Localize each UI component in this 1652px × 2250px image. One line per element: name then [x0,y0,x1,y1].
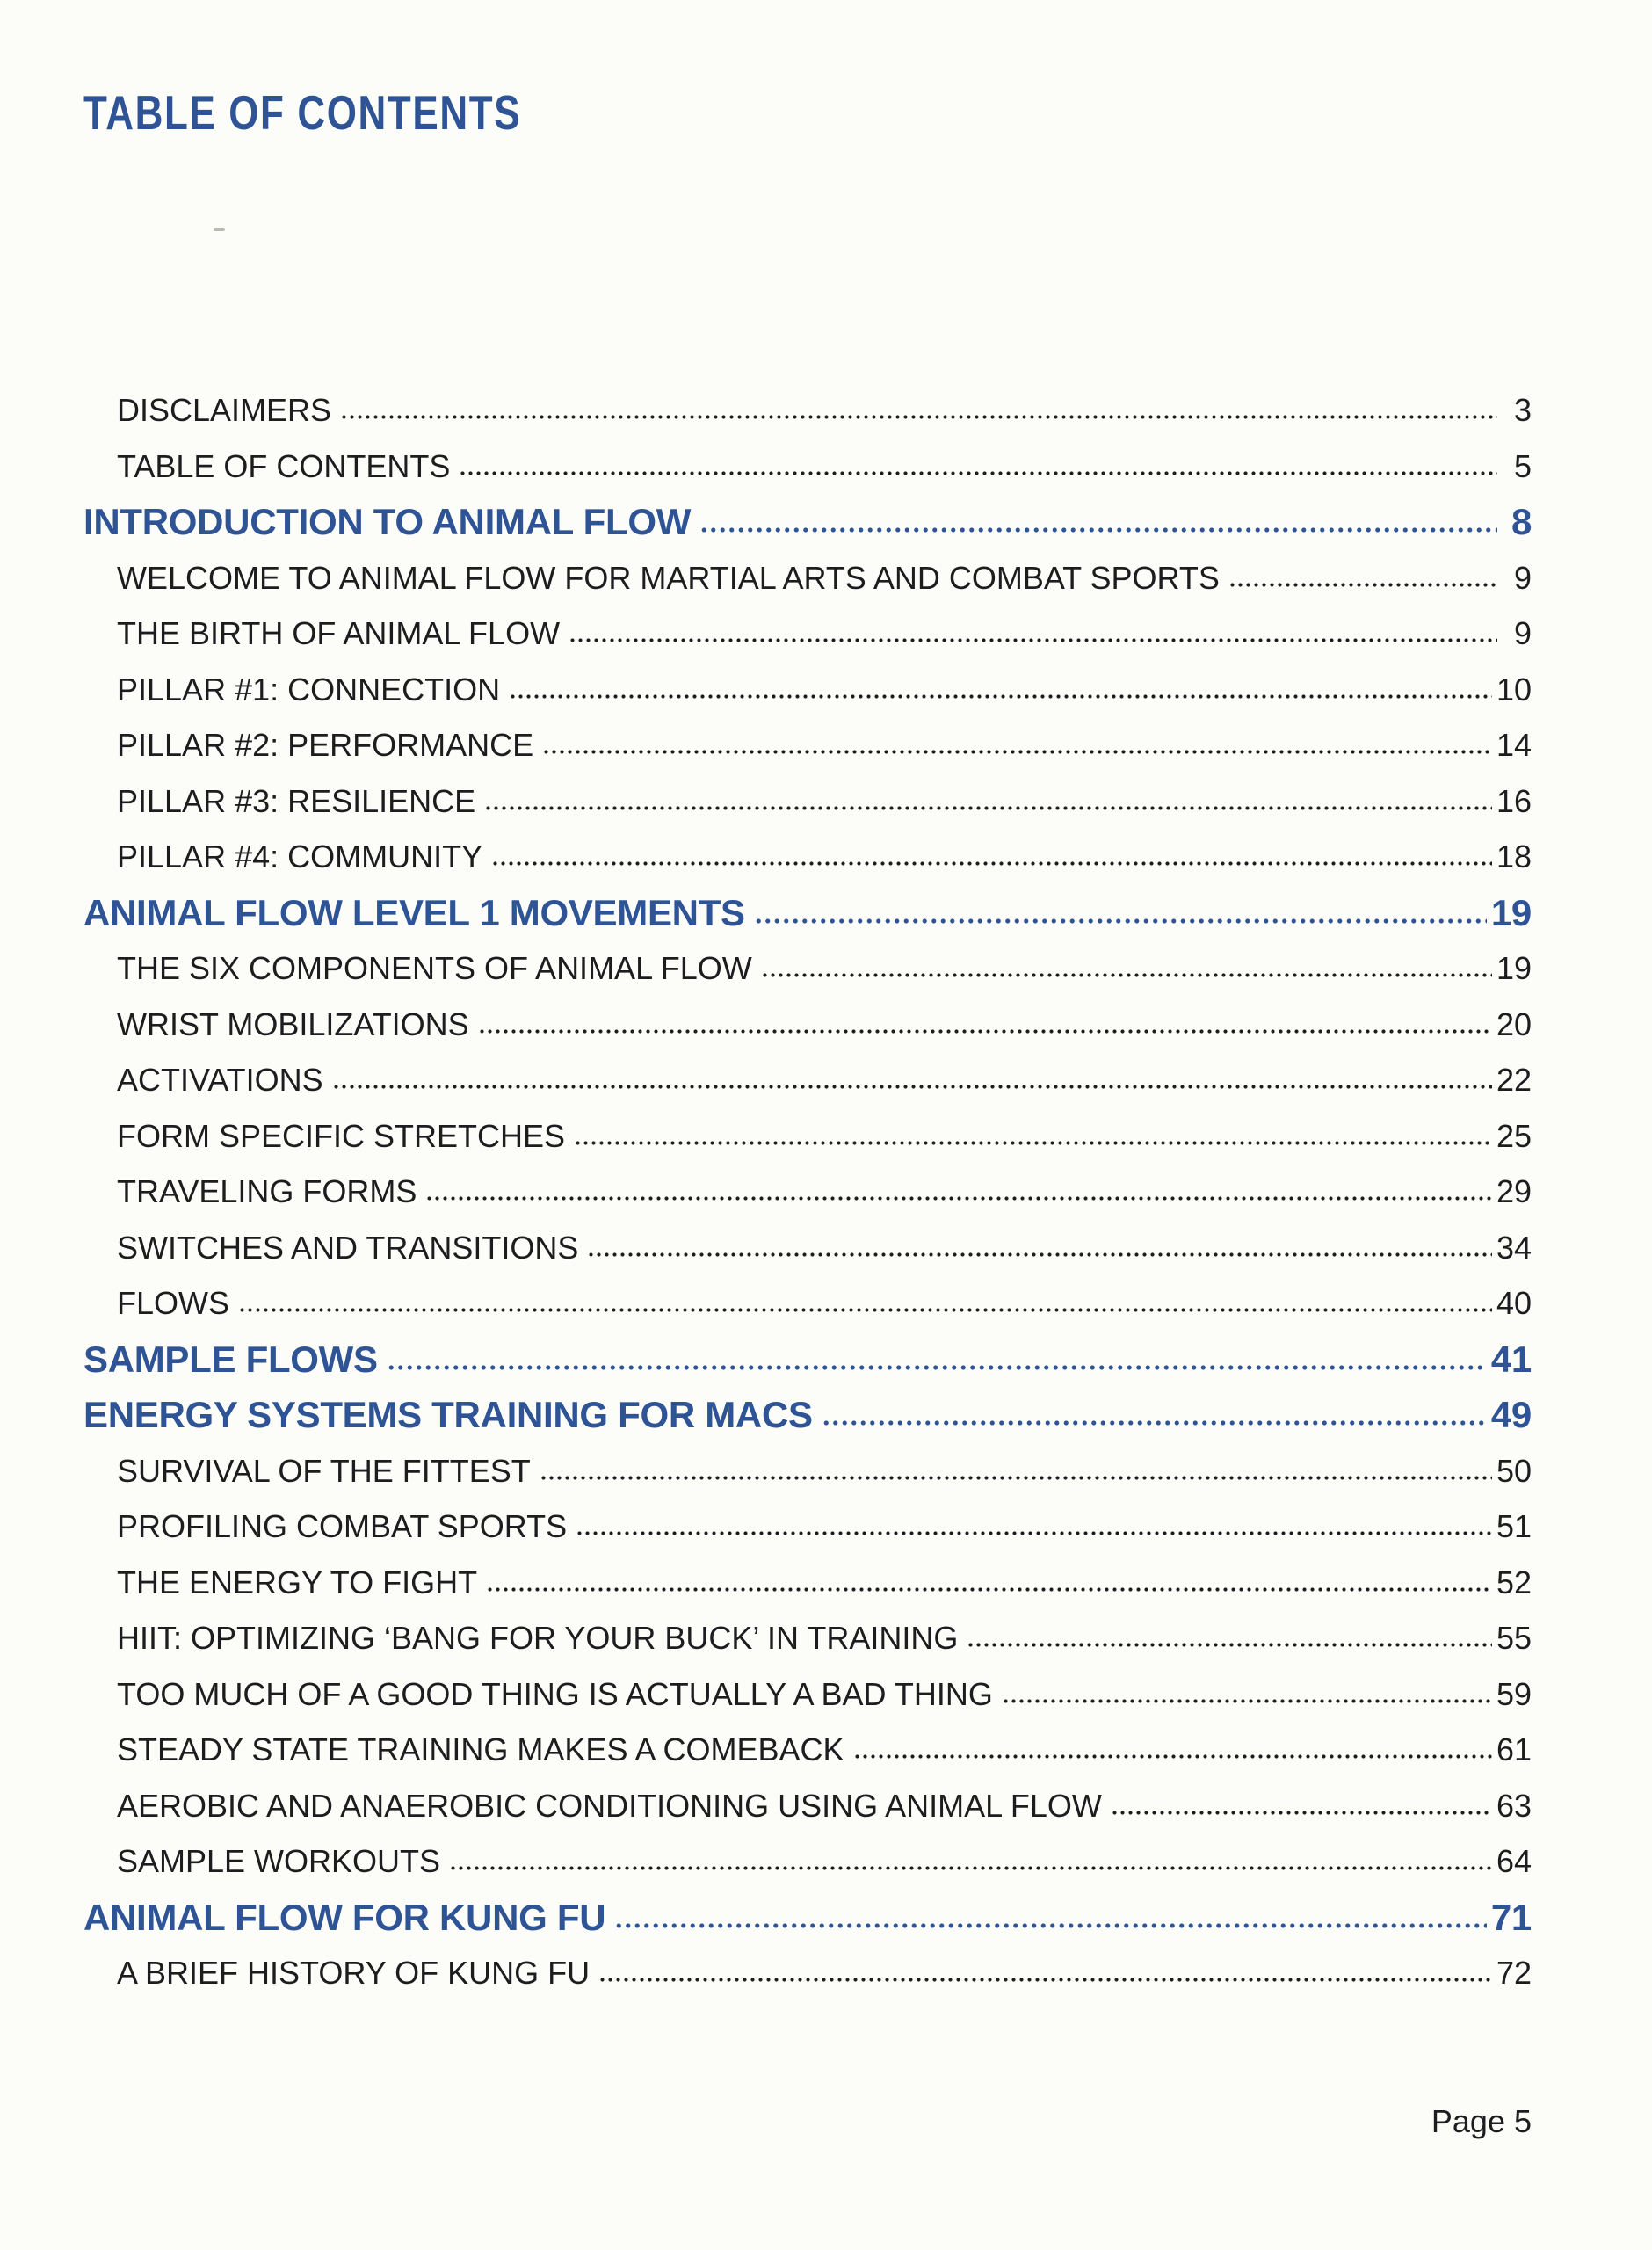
toc-entry-label: ACTIVATIONS [117,1062,323,1098]
toc-entry-page: 10 [1496,671,1532,708]
toc-entry[interactable] [83,1108,1532,1165]
toc-entry[interactable] [83,717,1532,773]
toc-entry-label: WELCOME TO ANIMAL FLOW FOR MARTIAL ARTS AND COMBAT SPORTS [117,559,1220,596]
toc-entry[interactable] [83,494,1532,550]
toc-entry-page: 18 [1496,838,1532,875]
toc-entry-label: PILLAR #1: CONNECTION [117,671,501,708]
toc-entry[interactable] [83,1499,1532,1555]
stray-mark [214,228,225,231]
toc-entry[interactable] [83,550,1532,606]
dot-leader [540,1470,1492,1482]
toc-entry[interactable] [83,439,1532,495]
toc-entry-page: 5 [1513,447,1532,484]
dot-leader [459,466,1497,477]
toc-entry-label: FORM SPECIFIC STRETCHES [117,1117,566,1154]
dot-leader [332,1079,1492,1091]
dot-leader [238,1303,1492,1314]
toc-entry-page: 9 [1513,615,1532,651]
toc-entry-label: ANIMAL FLOW FOR KUNG FU [83,1896,606,1938]
dot-leader [574,1136,1492,1147]
dot-leader [598,1972,1492,1984]
toc-entry-page: 8 [1511,501,1532,542]
dot-leader [569,633,1497,644]
toc-entry-page: 51 [1496,1508,1532,1544]
toc-entry[interactable] [83,382,1532,439]
toc-entry[interactable] [83,1778,1532,1834]
toc-entry-page: 25 [1496,1117,1532,1154]
dot-leader [491,856,1492,867]
toc-entry-label: SURVIVAL OF THE FITTEST [117,1452,531,1489]
toc-entry-page: 34 [1496,1229,1532,1266]
toc-entry-label: A BRIEF HISTORY OF KUNG FU [117,1955,591,1991]
dot-leader [542,744,1492,756]
toc-entry-page: 59 [1496,1675,1532,1712]
toc-list [83,382,1532,2001]
toc-entry-page: 16 [1496,782,1532,819]
toc-entry-page: 50 [1496,1452,1532,1489]
toc-entry[interactable] [83,1052,1532,1108]
toc-entry-page: 29 [1496,1173,1532,1209]
dot-leader [761,968,1492,979]
dot-leader [614,1918,1487,1930]
page-title [83,85,631,140]
toc-entry-label: ANIMAL FLOW LEVEL 1 MOVEMENTS [83,891,745,933]
toc-entry-page: 14 [1496,727,1532,763]
toc-entry-label: WRIST MOBILIZATIONS [117,1005,469,1042]
toc-entry-label: FLOWS [117,1285,230,1321]
toc-entry-page: 41 [1490,1338,1532,1380]
toc-entry-page: 22 [1496,1062,1532,1098]
toc-entry-label: INTRODUCTION TO ANIMAL FLOW [83,501,692,542]
page-title-text: TABLE OF CONTENTS [83,85,522,140]
toc-entry[interactable] [83,885,1532,941]
toc-entry-label: STEADY STATE TRAINING MAKES A COMEBACK [117,1731,844,1767]
toc-entry[interactable] [83,1387,1532,1443]
toc-entry-label: PROFILING COMBAT SPORTS [117,1508,568,1544]
toc-entry-page: 9 [1513,559,1532,596]
dot-leader [1111,1805,1492,1817]
toc-entry-page: 61 [1496,1731,1532,1767]
toc-entry[interactable] [83,1610,1532,1666]
dot-leader [484,801,1492,812]
toc-entry-label: THE SIX COMPONENTS OF ANIMAL FLOW [117,950,752,986]
dot-leader [1002,1694,1492,1705]
toc-entry-label: SAMPLE WORKOUTS [117,1843,441,1879]
toc-entry-page: 40 [1496,1285,1532,1321]
toc-entry[interactable] [83,606,1532,662]
dot-leader [587,1247,1492,1259]
dot-leader [1228,577,1497,589]
toc-entry-page: 71 [1490,1896,1532,1938]
toc-entry[interactable] [83,1220,1532,1276]
dot-leader [387,1360,1487,1372]
toc-entry-label: TABLE OF CONTENTS [117,447,451,484]
toc-entry-page: 19 [1490,891,1532,933]
toc-entry[interactable] [83,829,1532,885]
toc-entry-page: 20 [1496,1005,1532,1042]
toc-entry-label: TRAVELING FORMS [117,1173,417,1209]
toc-entry-page: 55 [1496,1620,1532,1656]
toc-entry-label: THE ENERGY TO FIGHT [117,1564,478,1600]
dot-leader [699,522,1497,534]
toc-entry[interactable] [83,940,1532,997]
toc-entry[interactable] [83,1890,1532,1946]
toc-entry-page: 3 [1513,392,1532,428]
toc-entry-label: DISCLAIMERS [117,392,332,428]
dot-leader [853,1749,1492,1760]
toc-entry-label: ENERGY SYSTEMS TRAINING FOR MACS [83,1394,813,1435]
toc-entry-page: 19 [1496,950,1532,986]
dot-leader [486,1582,1492,1593]
toc-entry-page: 52 [1496,1564,1532,1600]
dot-leader [967,1637,1492,1649]
toc-entry[interactable] [83,1443,1532,1499]
toc-entry[interactable] [83,1332,1532,1388]
dot-leader [478,1024,1492,1035]
toc-entry-page: 72 [1496,1955,1532,1991]
dot-leader [754,913,1487,925]
dot-leader [425,1191,1492,1202]
toc-entry[interactable] [83,1945,1532,2001]
dot-leader [449,1861,1492,1872]
toc-entry[interactable] [83,773,1532,830]
toc-entry-label: AEROBIC AND ANAEROBIC CONDITIONING USING ANIMAL FLOW [117,1787,1102,1824]
toc-entry[interactable] [83,1275,1532,1332]
dot-leader [340,410,1497,421]
toc-entry[interactable] [83,1666,1532,1723]
toc-entry[interactable] [83,1164,1532,1220]
toc-entry-page: 64 [1496,1843,1532,1879]
toc-entry-label: PILLAR #4: COMMUNITY [117,838,483,875]
page-number-footer: Page 5 [1431,2103,1532,2139]
toc-entry-label: SWITCHES AND TRANSITIONS [117,1229,579,1266]
toc-entry-label: SAMPLE FLOWS [83,1338,378,1380]
toc-entry-label: HIIT: OPTIMIZING ‘BANG FOR YOUR BUCK’ IN TRAINING [117,1620,959,1656]
dot-leader [509,689,1492,700]
toc-entry-label: TOO MUCH OF A GOOD THING IS ACTUALLY A BAD THING [117,1675,993,1712]
toc-entry-label: THE BIRTH OF ANIMAL FLOW [117,615,561,651]
toc-entry[interactable] [83,997,1532,1053]
dot-leader [576,1526,1492,1537]
toc-entry[interactable] [83,1833,1532,1890]
toc-entry-page: 49 [1490,1394,1532,1435]
toc-entry-page: 63 [1496,1787,1532,1824]
dot-leader [822,1415,1487,1427]
toc-entry[interactable] [83,662,1532,718]
toc-entry-label: PILLAR #2: PERFORMANCE [117,727,534,763]
toc-entry[interactable] [83,1722,1532,1778]
toc-entry[interactable] [83,1555,1532,1611]
toc-entry-label: PILLAR #3: RESILIENCE [117,782,476,819]
